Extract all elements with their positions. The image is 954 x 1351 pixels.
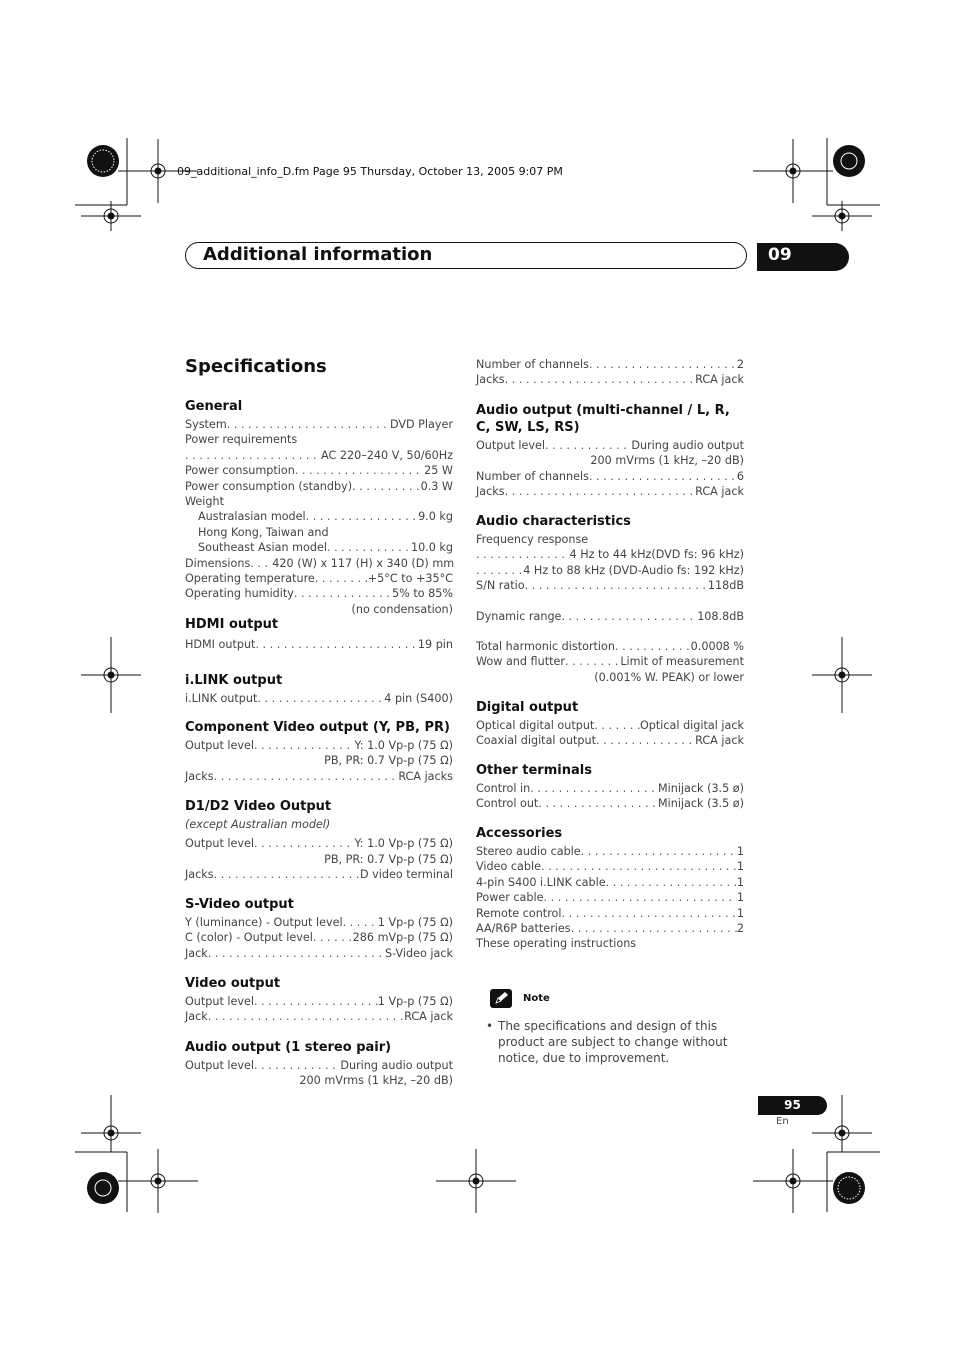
spec-row: Output level . . . Y: 1.0 Vp-p (75 Ω) (185, 836, 453, 851)
spec-row: HDMI output . . . 19 pin (185, 637, 453, 652)
section-subtitle: (except Australian model) (185, 818, 331, 831)
spec-row: Operating temperature . . . +5°C to +35°C (185, 571, 453, 586)
section-heading: Audio output (multi-channel / L, R, C, SW, LS, RS) (476, 403, 730, 435)
spec-note: (no condensation) (351, 602, 453, 616)
section-heading: Audio characteristics (476, 514, 631, 529)
section-heading: Video output (185, 976, 281, 991)
section-hdmi (185, 616, 453, 652)
spec-row: C (color) - Output level . . . 286 mVp-p (75 Ω) (185, 930, 453, 945)
spec-row: . . . 4 Hz to 44 kHz(DVD fs: 96 kHz) (476, 547, 744, 562)
list-item: Stereo audio cable . . . 1 (476, 844, 744, 859)
spec-value: PB, PR: 0.7 Vp-p (75 Ω) (324, 852, 453, 866)
spec-row: Jacks . . . RCA jack (476, 372, 744, 387)
spec-row: Jacks . . . RCA jack (476, 484, 744, 499)
note-pencil-icon (490, 989, 512, 1008)
list-item: Power cable . . . 1 (476, 890, 744, 905)
spec-row: Power consumption . . . 25 W (185, 463, 453, 478)
spec-value: PB, PR: 0.7 Vp-p (75 Ω) (324, 754, 453, 768)
spec-row: Output level . . . During audio output (185, 1058, 453, 1073)
spec-row: Number of channels . . . 2 (476, 357, 744, 372)
list-item: Video cable . . . 1 (476, 859, 744, 874)
spec-row: Y (luminance) - Output level . . . 1 Vp-p (75 Ω) (185, 915, 453, 930)
section-audio-multichannel (476, 402, 744, 500)
spec-label: Hong Kong, Taiwan and (198, 525, 329, 539)
spec-row: Output level . . . During audio output (476, 438, 744, 453)
section-heading: General (185, 399, 243, 414)
spec-row: Dynamic range . . . 108.8dB (476, 609, 744, 624)
spec-row: Control out . . . Minijack (3.5 ø) (476, 796, 744, 811)
section-heading: HDMI output (185, 617, 279, 632)
section-digital-output (476, 699, 744, 749)
list-item: Remote control . . . 1 (476, 906, 744, 921)
section-video (185, 975, 453, 1025)
header-title: Additional information (203, 244, 433, 265)
chapter-number: 09 (757, 243, 849, 271)
section-heading: Accessories (476, 826, 563, 841)
spec-row: Number of channels . . . 6 (476, 469, 744, 484)
spec-row: S/N ratio . . . 118dB (476, 578, 744, 593)
section-heading: i.LINK output (185, 673, 283, 688)
note-label: Note (523, 993, 550, 1004)
section-svideo (185, 896, 453, 961)
spec-row: Control in . . . Minijack (3.5 ø) (476, 781, 744, 796)
spec-value: (0.001% W. PEAK) or lower (594, 670, 744, 684)
section-audio-characteristics (476, 513, 744, 685)
spec-row: Total harmonic distortion . . . 0.0008 % (476, 639, 744, 654)
spec-row: Optical digital output . . . Optical digital jack (476, 718, 744, 733)
section-heading: D1/D2 Video Output (185, 799, 332, 814)
section-ilink (185, 672, 453, 706)
spec-label: Frequency response (476, 533, 589, 546)
spec-row: Output level . . . Y: 1.0 Vp-p (75 Ω) (185, 738, 453, 753)
section-other-terminals (476, 762, 744, 812)
note-body: The specifications and design of this product are subject to change without notice, due to improvement. (498, 1019, 728, 1065)
section-heading: Digital output (476, 700, 579, 715)
file-info: 09_additional_info_D.fm Page 95 Thursday, October 13, 2005 9:07 PM (177, 165, 563, 178)
spec-label: Power requirements (185, 433, 298, 447)
spec-row: Jack . . . S-Video jack (185, 946, 453, 961)
spec-row: Operating humidity . . . 5% to 85% (185, 586, 453, 601)
spec-row: Australasian model . . . 9.0 kg (185, 509, 453, 524)
spec-row: Dimensions . . . 420 (W) x 117 (H) x 340 (D) mm (185, 556, 453, 571)
list-item: 4-pin S400 i.LINK cable . . . 1 (476, 875, 744, 890)
page-number: 95 (758, 1096, 827, 1115)
note-text (486, 1018, 736, 1066)
section-accessories (476, 825, 744, 952)
section-heading: S-Video output (185, 897, 294, 912)
section-general (185, 398, 453, 617)
spec-label: Weight (185, 495, 224, 509)
bullet: • (486, 1019, 494, 1033)
spec-row: . . . AC 220–240 V, 50/60Hz (185, 448, 453, 463)
spec-row: Jack . . . RCA jack (185, 1009, 453, 1024)
section-audio-stereo (185, 1039, 453, 1089)
section-component-video (185, 719, 453, 784)
spec-row: Jacks . . . D video terminal (185, 867, 453, 882)
list-item: AA/R6P batteries . . . 2 (476, 921, 744, 936)
spec-row: Wow and flutter . . . Limit of measurement (476, 654, 744, 669)
section-heading: Other terminals (476, 763, 592, 778)
section-audio-stereo-cont (476, 357, 744, 388)
spec-row: Southeast Asian model . . . 10.0 kg (185, 540, 453, 555)
language-code: En (776, 1116, 789, 1127)
spec-row: Coaxial digital output . . . RCA jack (476, 733, 744, 748)
spec-row: Output level . . . 1 Vp-p (75 Ω) (185, 994, 453, 1009)
section-d1d2-video (185, 798, 453, 883)
section-heading: Component Video output (Y, PB, PR) (185, 720, 450, 735)
section-heading: Audio output (1 stereo pair) (185, 1040, 392, 1055)
spec-row: Jacks . . . RCA jacks (185, 769, 453, 784)
spec-row: i.LINK output . . . 4 pin (S400) (185, 691, 453, 706)
spec-row: . . . 4 Hz to 88 kHz (DVD-Audio fs: 192 kHz) (476, 563, 744, 578)
spec-value: 200 mVrms (1 kHz, –20 dB) (590, 454, 744, 468)
page-title: Specifications (185, 356, 327, 377)
spec-value: 200 mVrms (1 kHz, –20 dB) (299, 1074, 453, 1088)
spec-row: System . . . DVD Player (185, 417, 453, 432)
list-item: These operating instructions (476, 937, 637, 951)
spec-row: Power consumption (standby) . . . 0.3 W (185, 479, 453, 494)
